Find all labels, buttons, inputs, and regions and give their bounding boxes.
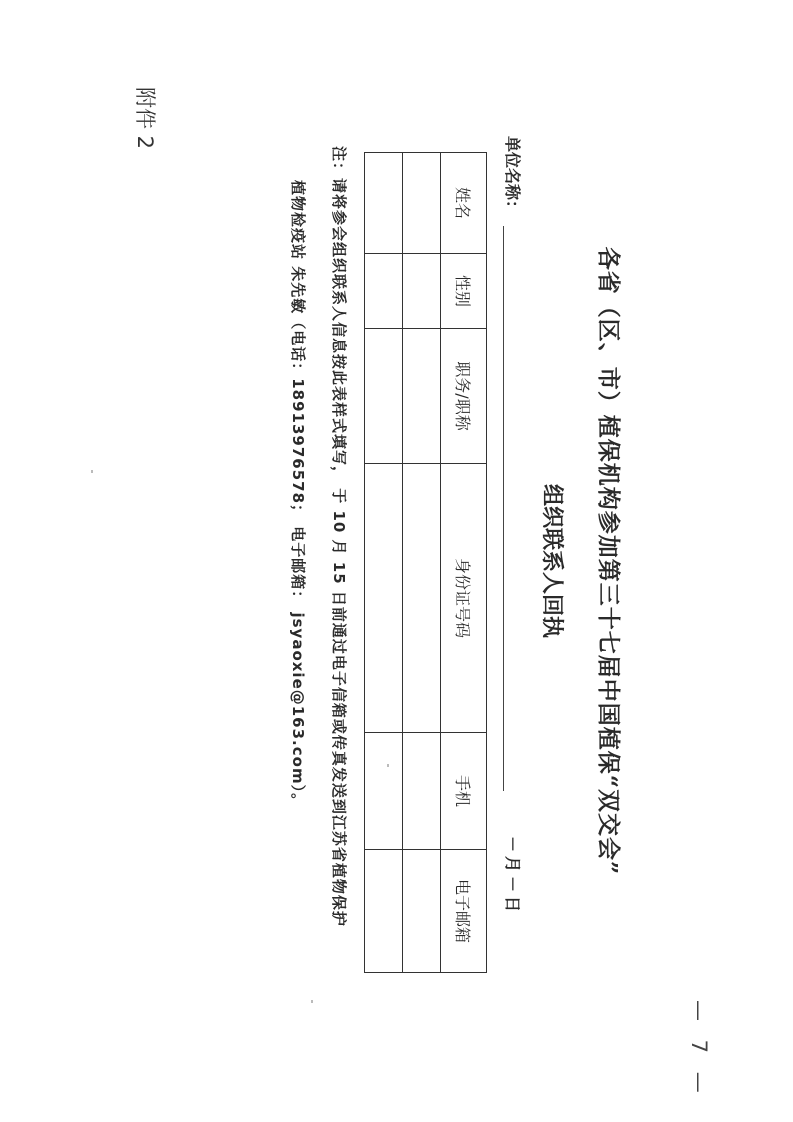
scan-speck: [387, 764, 389, 767]
table-cell: [403, 254, 441, 329]
table-cell: [365, 254, 403, 329]
date-field: －月－日: [503, 836, 522, 917]
header-gender: 性别: [441, 254, 487, 329]
header-email: 电子邮箱: [441, 850, 487, 973]
table-cell: [365, 733, 403, 850]
table-cell: [365, 153, 403, 254]
document-title: 各省（区、市）植保机构参加第三十七届中国植保“双交会”: [595, 246, 622, 876]
scan-speck: [311, 1000, 313, 1003]
table-cell: [365, 464, 403, 733]
table-row: [403, 153, 441, 973]
attachment-label: 附件 2: [133, 87, 157, 150]
note-text: 注：请将参会组织联系人信息按此表样式填写， 于 10 月 15 日前通过电子信箱或传真发送到江苏省植物保护: [330, 146, 348, 927]
document-subtitle: 组织联系人回执: [539, 483, 565, 638]
header-id-number: 身份证号码: [441, 464, 487, 733]
table-row: [365, 153, 403, 973]
table-cell: [365, 850, 403, 973]
note-contact-text: 植物检疫站 朱先敏（电话：18913976578； 电子邮箱： jsyaoxie@163.com）。: [289, 180, 307, 810]
table-cell: [403, 329, 441, 464]
header-name: 姓名: [441, 153, 487, 254]
table-cell: [403, 153, 441, 254]
scan-speck: [91, 470, 93, 473]
page-number: — 7 —: [687, 1000, 711, 1099]
contact-table: [364, 152, 487, 973]
header-mobile: 手机: [441, 733, 487, 850]
table-header-row: [441, 153, 487, 973]
table-cell: [403, 733, 441, 850]
table-cell: [403, 464, 441, 733]
table-cell: [365, 329, 403, 464]
unit-name-blank-line: [503, 226, 504, 791]
table-cell: [403, 850, 441, 973]
header-title: 职务/职称: [441, 329, 487, 464]
unit-name-label: 单位名称：: [503, 136, 522, 217]
